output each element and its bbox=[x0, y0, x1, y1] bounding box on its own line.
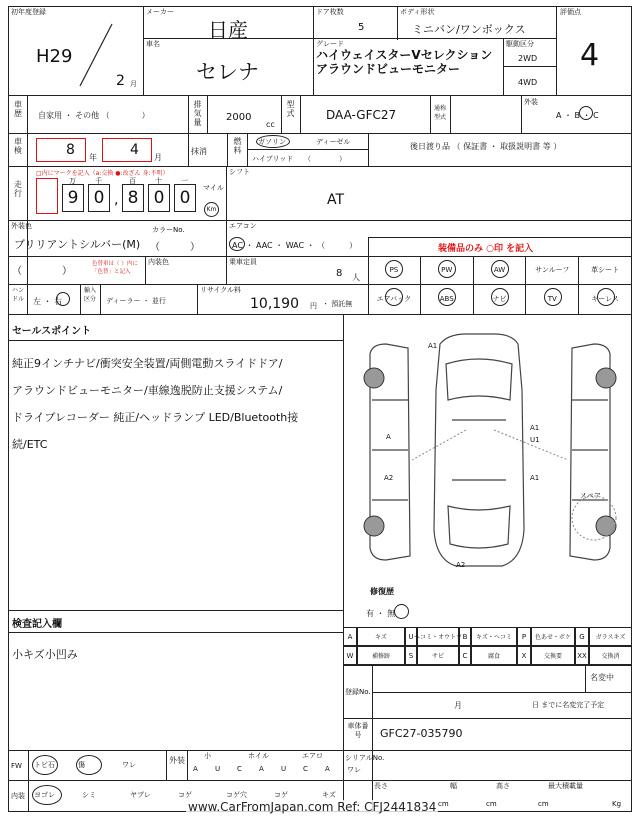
name-change-label: 名変中 bbox=[590, 673, 614, 682]
registration-label: 登録No. bbox=[345, 688, 371, 696]
fw-label: FW bbox=[11, 762, 22, 770]
gasoline-circle bbox=[256, 135, 290, 148]
equip-1-1: PW bbox=[421, 256, 474, 284]
odo-unit-3: 十 bbox=[155, 177, 162, 185]
equip-1-0: PS bbox=[368, 256, 421, 284]
legend-desc-1-3: 交換要 bbox=[531, 646, 575, 665]
color-no-value: （ ） bbox=[150, 242, 200, 253]
legend-desc-0-1: ヘコミ・オウトツ bbox=[417, 627, 459, 646]
mileage-label: 走行 bbox=[14, 180, 22, 198]
equipment-row-1 bbox=[368, 256, 632, 284]
inspection-label: 車検 bbox=[14, 137, 22, 155]
height-label: 高さ bbox=[496, 782, 510, 790]
interior-color-label: 内装色 bbox=[148, 258, 169, 266]
length-unit: cm bbox=[438, 800, 449, 808]
mark-rear: A2 bbox=[456, 561, 466, 569]
mark-right-front-2: U1 bbox=[530, 436, 540, 444]
fw-item-2: ワレ bbox=[122, 761, 136, 769]
interior-item-1: シミ bbox=[82, 791, 96, 799]
interior-item-4: コゲ穴 bbox=[226, 791, 247, 799]
drive-2wd: 2WD bbox=[518, 54, 538, 63]
equip-mark-2 bbox=[491, 260, 509, 278]
legend-code-1-3: X bbox=[517, 646, 531, 665]
odo-digit-1: 0 bbox=[88, 184, 110, 212]
height-unit: cm bbox=[538, 800, 549, 808]
exterior-label-bottom: 外装 bbox=[169, 756, 185, 765]
legend-desc-0-0: キズ bbox=[357, 627, 405, 646]
year-unit: 年 bbox=[89, 153, 97, 162]
documents: 後日渡り品 （ 保証書 ・ 取扱説明書 等 ） bbox=[410, 142, 562, 151]
interior-label-bottom: 内装 bbox=[11, 792, 25, 800]
equip-1-4: 革シート bbox=[579, 256, 632, 284]
equipment-row-2 bbox=[368, 284, 632, 314]
fw-circle-1 bbox=[76, 755, 102, 775]
recycle-label: リサイクル料 bbox=[200, 286, 242, 294]
month-unit: 月 bbox=[130, 80, 137, 88]
mile-label: マイル bbox=[203, 184, 224, 192]
fuel-label: 燃料 bbox=[233, 137, 242, 155]
mark-left-rear: A2 bbox=[384, 474, 394, 482]
capacity-label: 乗車定員 bbox=[229, 258, 257, 266]
model-label: 型式 bbox=[286, 100, 295, 118]
car-diagram bbox=[352, 330, 628, 580]
interior-item-0: ヨゴレ bbox=[34, 791, 55, 799]
cc-unit: cc bbox=[266, 120, 275, 129]
ac-circle bbox=[229, 237, 245, 251]
sales-line-1: アラウンドビューモニター/車線逸脱防止支援システム/ bbox=[12, 384, 283, 397]
fuel-gasoline: ガソリン bbox=[258, 138, 286, 146]
insp-year: 8 bbox=[66, 142, 75, 158]
shift-value: AT bbox=[327, 192, 345, 208]
maker-value: 日産 bbox=[208, 18, 248, 42]
equip-2-0: エアバック bbox=[368, 284, 421, 314]
grade-label: グレード bbox=[316, 40, 344, 48]
model-value: DAA-GFC27 bbox=[326, 108, 397, 122]
grade-b-circle bbox=[579, 106, 593, 120]
km-circle: Km bbox=[204, 202, 219, 217]
legend-code-1-0: W bbox=[343, 646, 357, 665]
drive-4wd: 4WD bbox=[518, 78, 538, 87]
legend-code-1-4: XX bbox=[575, 646, 589, 665]
insp-month-box bbox=[102, 138, 152, 162]
sales-label: セールスポイント bbox=[12, 326, 92, 337]
legend-desc-1-0: 補修跡 bbox=[357, 646, 405, 665]
aero-label: エアロ bbox=[302, 752, 323, 760]
color-change-note: 色替車は（ ）内に「色替」と記入 bbox=[92, 261, 138, 275]
legend-desc-0-4: ガラスキズ bbox=[589, 627, 632, 646]
mileage-note: □内にマークを記入（a:交換 ●:改ざん 身:不明） bbox=[36, 170, 169, 177]
legend-desc-0-2: キズ・ヘコミ bbox=[471, 627, 517, 646]
import-label: 輸入区分 bbox=[83, 287, 96, 303]
car-name-value: セレナ bbox=[196, 60, 259, 84]
car-name-label: 車名 bbox=[146, 40, 160, 48]
repair-value: 有 ・ 無 bbox=[366, 609, 396, 618]
displacement-label: 排気量 bbox=[193, 100, 202, 127]
chassis-label: 車体番号 bbox=[347, 722, 369, 739]
shift-label: シフト bbox=[229, 168, 250, 176]
width-unit: cm bbox=[486, 800, 497, 808]
sales-line-0: 純正9インチナビ/衝突安全装置/両側電動スライドドア/ bbox=[12, 357, 283, 370]
exterior-label: 外装 bbox=[524, 98, 538, 106]
odometer bbox=[62, 178, 202, 214]
wheel-item-1: U bbox=[215, 765, 221, 773]
watermark: www.CarFromJapan.com Ref: CFJ2441834 bbox=[188, 800, 437, 814]
wheel-item-0: A bbox=[193, 765, 198, 773]
capacity-value: 8 bbox=[336, 268, 343, 279]
doors-label: ドア枚数 bbox=[316, 8, 344, 16]
month-unit-2: 月 bbox=[154, 153, 162, 162]
handle-value: 左 ・ 右 bbox=[33, 297, 63, 306]
drive-label: 駆動区分 bbox=[506, 40, 534, 48]
equip-2-4: キーレス bbox=[579, 284, 632, 314]
odo-unit-4: 一 bbox=[181, 177, 188, 185]
legend-desc-0-3: 色あせ・ボケ bbox=[531, 627, 575, 646]
fuel-hybrid: ハイブリッド bbox=[252, 155, 294, 163]
maker-label: メーカー bbox=[146, 8, 174, 16]
mark-right-rear: A1 bbox=[530, 474, 540, 482]
wheel-item-7: ワレ bbox=[347, 766, 361, 774]
odo-sep: , bbox=[114, 192, 119, 208]
notice-label: 通称型式 bbox=[433, 105, 446, 121]
interior-item-5: コゲ bbox=[274, 791, 288, 799]
max-load-label: 最大積載量 bbox=[548, 782, 583, 790]
slash-divider bbox=[78, 22, 114, 88]
legend-code-0-2: B bbox=[459, 627, 471, 646]
load-unit: Kg bbox=[612, 800, 622, 808]
body-label: ボディ形状 bbox=[400, 8, 435, 16]
equip-2-2: ナビ bbox=[474, 284, 527, 314]
equip-1-2: AW bbox=[474, 256, 527, 284]
odo-digit-4: 0 bbox=[174, 184, 196, 212]
date-month: 月 bbox=[454, 701, 462, 710]
odo-digit-3: 0 bbox=[148, 184, 170, 212]
mileage-mark-box bbox=[36, 178, 58, 214]
exterior-grades: A ・ B ・ C bbox=[556, 111, 599, 120]
equip-1-3: サンルーフ bbox=[526, 256, 579, 284]
sales-line-3: 続/ETC bbox=[12, 438, 48, 451]
deposit: ・ 預託無 bbox=[322, 300, 353, 308]
interior-item-6: キズ bbox=[322, 791, 336, 799]
wheel-item-6: A bbox=[325, 765, 330, 773]
score-label: 評価点 bbox=[560, 8, 581, 16]
ac-label: エアコン bbox=[229, 222, 257, 230]
handle-right-circle bbox=[56, 292, 70, 306]
equip-mark-6 bbox=[491, 288, 509, 306]
displacement-value: 2000 bbox=[226, 112, 252, 123]
fuel-diesel: ディーゼル bbox=[316, 138, 351, 146]
fw-circle-0 bbox=[32, 755, 58, 775]
width-label: 幅 bbox=[450, 782, 457, 790]
fw-item-0: トビ石 bbox=[34, 761, 55, 769]
wheel-items bbox=[189, 763, 370, 779]
legend-code-0-3: P bbox=[517, 627, 531, 646]
color-no-label: カラーNo. bbox=[152, 226, 185, 234]
interior-item-2: ヤブレ bbox=[130, 791, 151, 799]
odo-unit-0: 万 bbox=[69, 177, 76, 185]
repair-none-circle bbox=[394, 604, 409, 619]
sales-line-2: ドライブレコーダー 純正/ヘッドランプ LED/Bluetooth接 bbox=[12, 411, 299, 424]
color-change: （ ） bbox=[12, 266, 72, 277]
legend-code-0-1: U bbox=[405, 627, 417, 646]
interior-item-3: コゲ bbox=[178, 791, 192, 799]
chassis-value: GFC27-035790 bbox=[380, 727, 463, 740]
ac-value: AC ・ AAC ・ WAC ・ （ ） bbox=[232, 241, 358, 250]
fw-item-1: 傷 bbox=[78, 761, 85, 769]
wheel-small: 小 bbox=[204, 752, 211, 760]
odo-unit-1: 千 bbox=[95, 177, 102, 185]
fw-items bbox=[30, 754, 164, 778]
legend-code-0-0: A bbox=[343, 627, 357, 646]
odo-unit-2: 百 bbox=[129, 177, 136, 185]
equip-mark-8 bbox=[597, 288, 615, 306]
legend-desc-1-2: 腐食 bbox=[471, 646, 517, 665]
insp-month: 4 bbox=[130, 142, 139, 158]
first-reg-label: 初年度登録 bbox=[11, 8, 46, 16]
equip-2-3: TV bbox=[526, 284, 579, 314]
wheel-item-2: C bbox=[237, 765, 242, 773]
serial-label: シリアルNo. bbox=[345, 754, 385, 762]
interior-circle-0 bbox=[32, 785, 62, 805]
handle-label: ハンドル bbox=[11, 287, 24, 303]
reg-month: 2 bbox=[116, 73, 125, 89]
recycle-value: 10,190 bbox=[250, 296, 299, 312]
grade-value: ハイウェイスターVセレクション アラウンドビューモニター bbox=[316, 48, 493, 76]
spare-label: スペア bbox=[580, 492, 601, 500]
usage-value: 自家用 ・ その他 （ ） bbox=[38, 111, 150, 120]
legend-desc-1-1: サビ bbox=[417, 646, 459, 665]
legend-code-1-1: S bbox=[405, 646, 417, 665]
sales-points bbox=[12, 350, 340, 458]
color-value: ブリリアントシルバー(M) bbox=[14, 238, 141, 251]
color-label: 外装色 bbox=[11, 222, 32, 230]
inspection-notes-label: 検査記入欄 bbox=[12, 619, 62, 630]
plate-label: 抹消 bbox=[191, 147, 207, 156]
reg-year: H29 bbox=[36, 46, 73, 67]
wheel-item-4: U bbox=[281, 765, 287, 773]
equip-mark-7 bbox=[544, 288, 562, 306]
equip-2-1: ABS bbox=[421, 284, 474, 314]
mark-right-front: A1 bbox=[530, 424, 540, 432]
wheel-item-3: A bbox=[259, 765, 264, 773]
damage-legend bbox=[343, 627, 632, 665]
legend-code-0-4: G bbox=[575, 627, 589, 646]
yen-unit: 円 bbox=[310, 302, 317, 310]
import-value: ディーラー ・ 並行 bbox=[106, 297, 166, 305]
legend-desc-1-4: 交換済 bbox=[589, 646, 632, 665]
length-label: 長さ bbox=[374, 782, 388, 790]
capacity-unit: 人 bbox=[352, 273, 360, 282]
insp-year-box bbox=[36, 138, 86, 162]
wheel-label: ホイル bbox=[248, 752, 269, 760]
mark-front: A1 bbox=[428, 342, 438, 350]
odo-digit-2: 8 bbox=[122, 184, 144, 212]
odo-digit-0: 9 bbox=[62, 184, 84, 212]
equip-header: 装備品のみ ○印 を記入 bbox=[438, 244, 534, 254]
repair-label: 修復歴 bbox=[370, 587, 394, 596]
body-value: ミニバン/ワンボックス bbox=[412, 23, 526, 36]
legend-code-1-2: C bbox=[459, 646, 471, 665]
inspection-notes: 小キズ小凹み bbox=[12, 648, 78, 661]
doors-value: 5 bbox=[358, 22, 365, 33]
mark-left-front: A bbox=[386, 433, 391, 441]
fuel-other: （ ） bbox=[304, 155, 346, 163]
usage-label: 車歴 bbox=[14, 100, 22, 118]
score-value: 4 bbox=[580, 38, 600, 73]
date-note: 日 までに名変完了予定 bbox=[532, 701, 605, 709]
wheel-item-5: C bbox=[303, 765, 308, 773]
